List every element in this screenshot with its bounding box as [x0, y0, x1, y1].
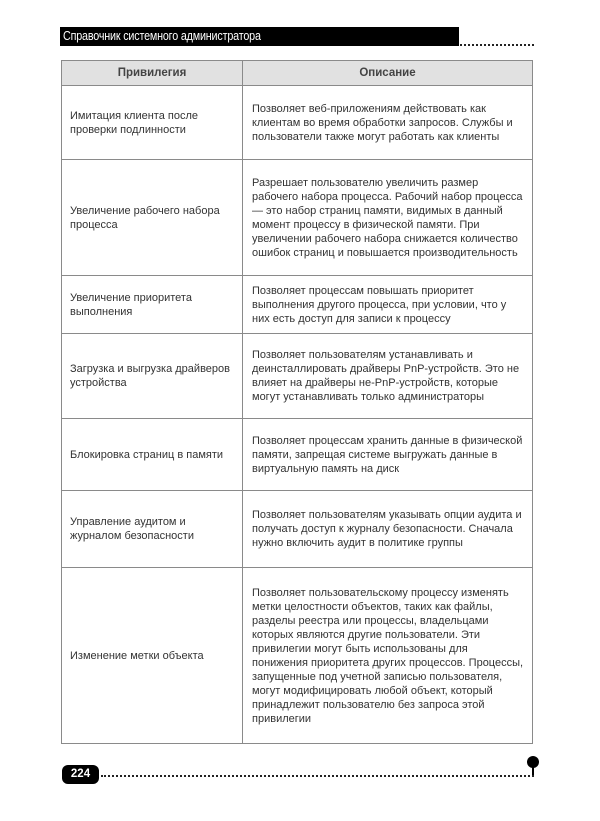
- footer-dotted-rule: [101, 775, 534, 777]
- description-cell: Позволяет пользователям устанавливать и деинсталлировать драйверы PnP-устройств. Это не влияет на драйверы не-PnP-устройств, которые могут устанавливать только администраторы: [243, 334, 533, 419]
- privilege-cell: Загрузка и выгрузка драйверов устройства: [62, 334, 243, 419]
- privilege-cell: Увеличение рабочего набора процесса: [62, 160, 243, 276]
- footer-bullet-stem: [532, 766, 534, 775]
- description-cell: Позволяет процессам повышать приоритет выполнения другого процесса, при условии, что у них есть доступ для записи к процессу: [243, 276, 533, 334]
- column-header-description: Описание: [243, 61, 533, 86]
- book-title: Справочник системного администратора: [63, 29, 261, 43]
- description-cell: Позволяет веб-приложениям действовать как клиентам во время обработки запросов. Службы и пользователи также могут работать как клиенты: [243, 86, 533, 160]
- privileges-table: [61, 60, 533, 744]
- table-row: [62, 419, 533, 491]
- description-cell: Позволяет пользовательскому процессу изменять метки целостности объектов, таких как файлы, разделы реестра или процессы, владельцами которых являются другие пользователи. Эти привилегии могут быть использованы для понижения приоритета других процессов. Процессы, запущенные под учетной записью пользователя, могут модифицировать любой объект, который принадлежит пользователю без запроса этой привилегии: [243, 568, 533, 744]
- privilege-cell: Блокировка страниц в памяти: [62, 419, 243, 491]
- description-cell: Разрешает пользователю увеличить размер рабочего набора процесса. Рабочий набор процесса — это набор страниц памяти, видимых в данный момент процессу в физической памяти. При увеличении рабочего набора снижается количество ошибок страниц и повышается производительность: [243, 160, 533, 276]
- table-row: [62, 160, 533, 276]
- privilege-cell: Изменение метки объекта: [62, 568, 243, 744]
- description-cell: Позволяет пользователям указывать опции аудита и получать доступ к журналу безопасности. Сначала нужно включить аудит в политике группы: [243, 491, 533, 568]
- table-row: [62, 334, 533, 419]
- table-row: [62, 86, 533, 160]
- table-row: [62, 491, 533, 568]
- page-number: 224: [70, 768, 91, 780]
- table-row: [62, 568, 533, 744]
- privilege-cell: Увеличение приоритета выполнения: [62, 276, 243, 334]
- table-row: [62, 276, 533, 334]
- description-cell: Позволяет процессам хранить данные в физической памяти, запрещая системе выгружать данные в виртуальную память на диск: [243, 419, 533, 491]
- privilege-cell: Управление аудитом и журналом безопасности: [62, 491, 243, 568]
- header-dotted-rule: [460, 44, 534, 46]
- table-header-row: [62, 61, 533, 86]
- table-body: [62, 86, 533, 744]
- page-number-badge: [62, 765, 99, 784]
- privilege-cell: Имитация клиента после проверки подлинности: [62, 86, 243, 160]
- column-header-privilege: Привилегия: [62, 61, 243, 86]
- running-header: [60, 27, 459, 46]
